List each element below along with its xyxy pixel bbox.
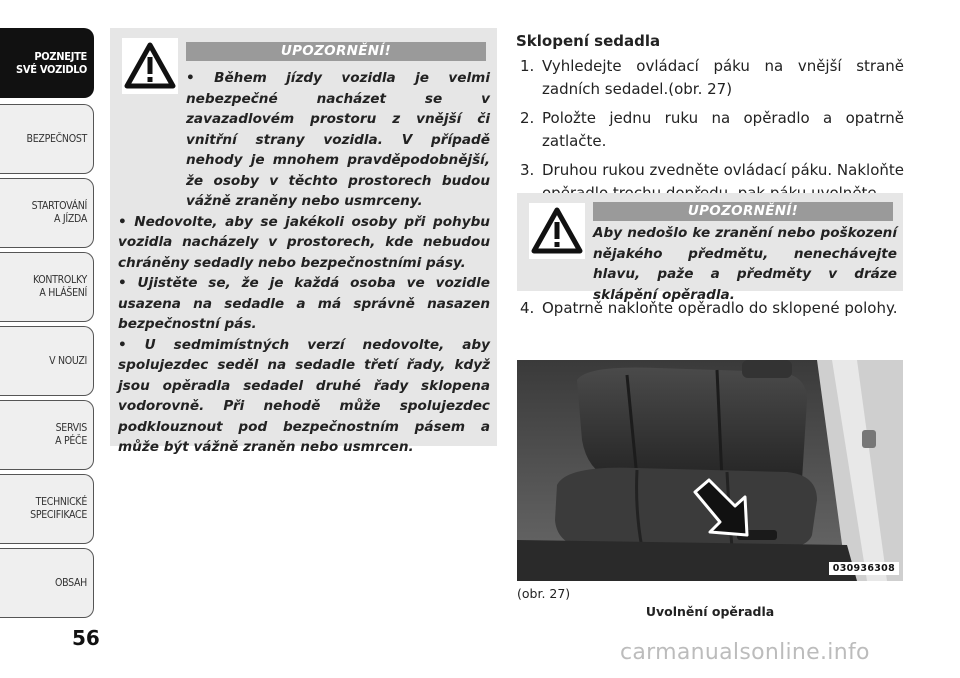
step-number: 2. (520, 109, 535, 127)
section-heading: Sklopení sedadla (516, 32, 661, 50)
step-number: 1. (520, 57, 535, 75)
warning-paragraph: • Během jízdy vozidla je velmi nebezpečné nacházet se v zavazadlovém prostoru z vnější či vnitřní strany vozidla. V případě nehody je mnohem pravděpodobnější, že osoby v těchto prostorech budou vážně zraněny nebo usmrceny. (186, 70, 490, 209)
step-item (516, 107, 904, 153)
warning-title: UPOZORNĚNÍ! (186, 42, 486, 61)
step-text: Vyhledejte ovládací páku na vnější straně zadních sedadel.(obr. 27) (542, 57, 904, 98)
warning-box-folding (517, 193, 903, 303)
tab-startovani[interactable] (0, 178, 94, 248)
tab-label: POZNEJTE SVÉ VOZIDLO (16, 50, 87, 76)
figure-reference: (obr. 27) (517, 586, 571, 601)
figure-code: 030936308 (829, 562, 899, 575)
tab-obsah[interactable] (0, 548, 94, 618)
tab-kontrolky[interactable] (0, 252, 94, 322)
warning-paragraph: • Ujistěte se, že je každá osoba ve vozidle usazena na sedadle a má správně nasazen bezpečnostní pás. (118, 275, 490, 332)
warning-title: UPOZORNĚNÍ! (593, 202, 893, 221)
tab-label: SERVIS A PÉČE (55, 422, 87, 447)
tab-label: TECHNICKÉ SPECIFIKACE (30, 496, 87, 521)
step-text: Druhou rukou zvedněte ovládací páku. Nakloňte (542, 161, 904, 179)
step-number: 4. (520, 299, 535, 317)
step-number: 3. (520, 161, 535, 179)
tab-servis[interactable] (0, 400, 94, 470)
tab-v-nouzi[interactable] (0, 326, 94, 396)
warning-paragraph: Aby nedošlo ke zranění nebo poškození nějakého předmětu, nenechávejte hlavu, paže a předměty v dráze sklápění opěradla. (593, 225, 897, 303)
step-text: Opatrně nakloňte opěradlo do sklopené polohy. (542, 299, 898, 317)
tab-label: KONTROLKY A HLÁŠENÍ (32, 274, 87, 299)
tab-label: STARTOVÁNÍ A JÍZDA (31, 200, 87, 225)
figure-caption: Uvolnění opěradla (645, 604, 775, 619)
tab-label: V NOUZI (49, 354, 87, 367)
seat-photo-illustration (517, 360, 903, 581)
step-item (516, 55, 904, 101)
warning-paragraph: • Nedovolte, aby se jakékoli osoby při pohybu vozidla nacházely v prostorech, kde nebudou chráněny sedadly nebo bezpečnostními pásy. (118, 213, 490, 271)
seat-release-figure (517, 360, 903, 581)
page-number: 56 (72, 626, 100, 650)
tab-bezpecnost[interactable] (0, 104, 94, 174)
tab-label: OBSAH (55, 576, 87, 589)
instructions-column-continued (516, 297, 904, 326)
step-item (516, 297, 904, 320)
tab-label: BEZPEČNOST (26, 132, 87, 145)
instructions-column (516, 30, 904, 211)
watermark: carmanualsonline.info (620, 640, 870, 665)
step-text: Položte jednu ruku na opěradlo a opatrně zatlačte. (542, 109, 904, 150)
warning-box-passengers (110, 28, 497, 455)
tab-technicke-specifikace[interactable] (0, 474, 94, 544)
warning-paragraph: • U sedmimístných verzí nedovolte, aby spolujezdec seděl na sedadle třetí řady, když jsou opěradla sedadel druhé řady sklopena vodorovně. Při nehodě může spolujezdec podklouznout pod bezpečnostním pásem a může být vážně zraněn nebo usmrcen. (118, 336, 490, 455)
tab-poznejte-sve-vozidlo[interactable] (0, 28, 94, 98)
